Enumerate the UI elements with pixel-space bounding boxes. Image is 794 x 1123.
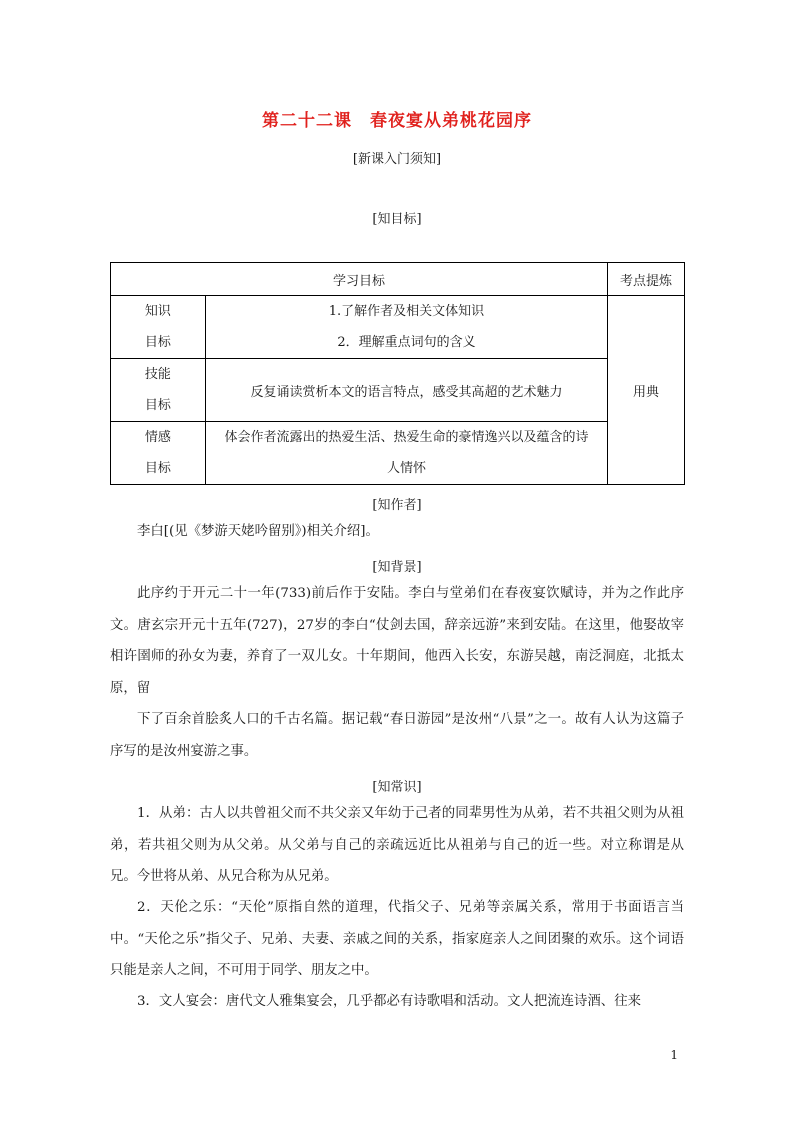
key-point-cell: 用典 [608,296,685,485]
subtitle: [新课入门须知] [352,152,442,167]
table-row [111,422,685,485]
section-knowledge-heading: [知常识] [372,780,422,795]
page-number: 1 [670,1048,678,1062]
row-label-emotion: 情感 目标 [111,422,206,485]
skill-goal-content: 反复诵读赏析本文的语言特点，感受其高超的艺术魅力 [205,359,607,422]
knowledge-item-3: 3．文人宴会：唐代文人雅集宴会，几乎都必有诗歌唱和活动。文人把流连诗酒、往来 [137,994,641,1009]
row-label-skill: 技能 目标 [111,359,206,422]
learning-goals-table [110,262,685,485]
table-header-row [111,263,685,296]
emotion-goal-content: 体会作者流露出的热爱生活、热爱生命的豪情逸兴以及蕴含的诗 人情怀 [205,422,607,485]
table-row [111,296,685,359]
section-background-heading: [知背景] [372,560,422,575]
section-goals-heading: [知目标] [372,212,422,227]
author-paragraph: 李白[(见《梦游天姥吟留别》)相关介绍]。 [137,524,379,539]
lesson-title: 第二十二课 春夜宴从弟桃花园序 [262,111,532,131]
table-row [111,359,685,422]
knowledge-item-2: 2．天伦之乐：“天伦”原指自然的道理，代指父子、兄弟等亲属关系，常用于书面语言当中。“天伦之乐”指父子、兄弟、夫妻、亲戚之间的关系，指家庭亲人之间团聚的欢乐。这个词语只能是亲人之间，不可用于同学、朋友之中。 [110,900,684,978]
knowledge-goal-content: 1.了解作者及相关文体知识 2．理解重点词句的含义 [205,296,607,359]
background-paragraph-2: 下了百余首脍炙人口的千古名篇。据记载“春日游园”是汝州“八景”之一。故有人认为这篇子序写的是汝州宴游之事。 [110,712,684,759]
header-learning-goal: 学习目标 [111,263,608,296]
header-key-point: 考点提炼 [608,263,685,296]
row-label-knowledge: 知识 目标 [111,296,206,359]
background-paragraph-1: 此序约于开元二十一年(733)前后作于安陆。李白与堂弟们在春夜宴饮赋诗，并为之作此序文。唐玄宗开元十五年(727)，27岁的李白“仗剑去国，辞亲远游”来到安陆。在这里，他娶故宰相许圉师的孙女为妻，养育了一双儿女。十年期间，他西入长安，东游吴越，南泛洞庭，北抵太原，留 [110,586,684,696]
section-author-heading: [知作者] [372,498,422,513]
knowledge-item-1: 1．从弟：古人以共曾祖父而不共父亲又年幼于己者的同辈男性为从弟，若不共祖父则为从祖弟，若共祖父则为从父弟。从父弟与自己的亲疏远近比从祖弟与自己的近一些。对立称谓是从兄。今世将从弟、从兄合称为从兄弟。 [110,806,684,884]
